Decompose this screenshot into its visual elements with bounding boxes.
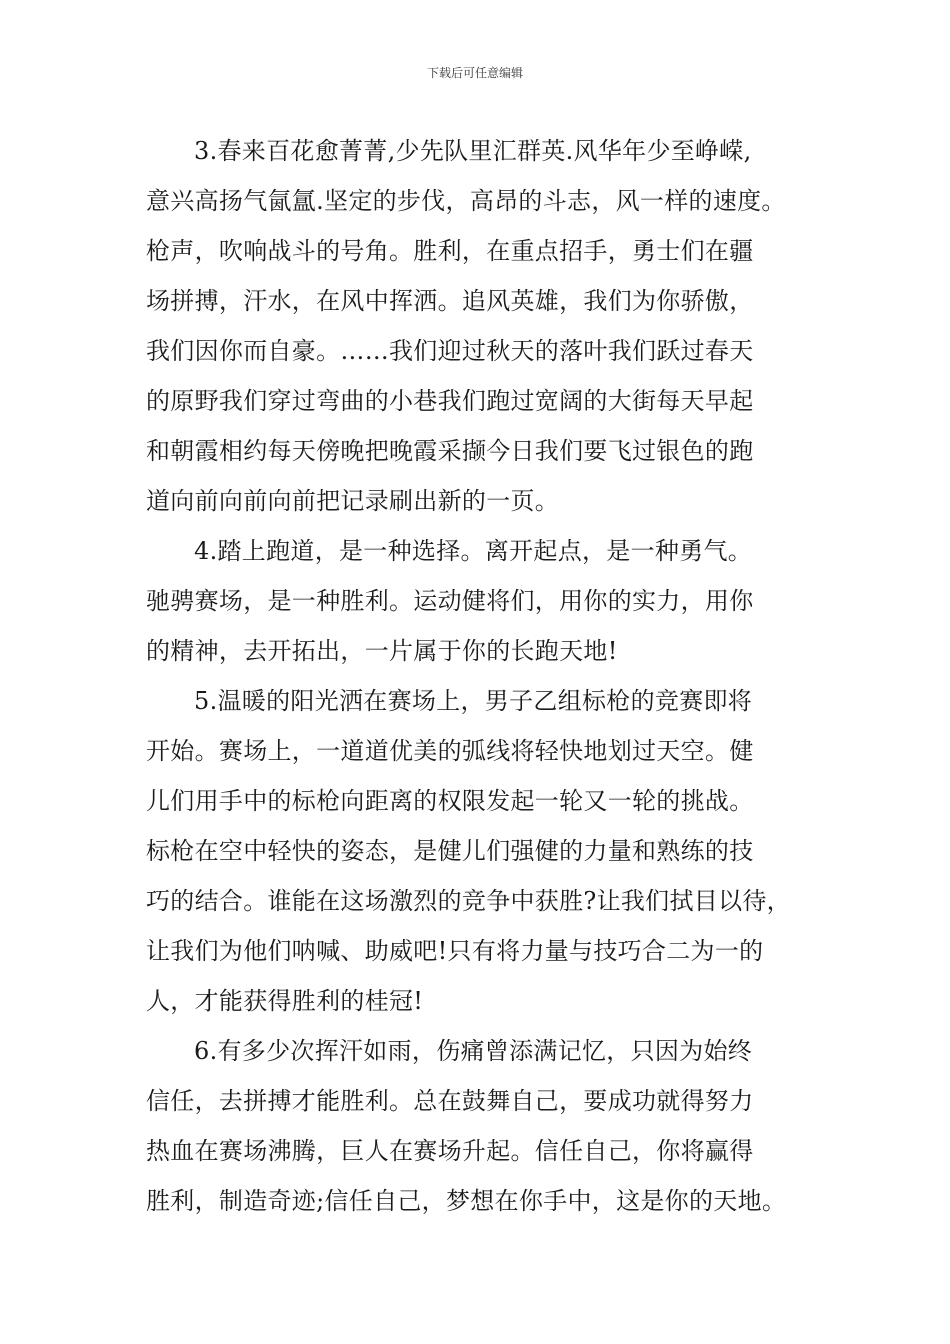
paragraph-line: 的原野我们穿过弯曲的小巷我们跑过宽阔的大街每天早起 [146, 387, 754, 415]
paragraph-line: 4.踏上跑道，是一种选择。离开起点，是一种勇气。 [194, 537, 753, 565]
paragraph-line: 让我们为他们呐喊、助威吧!只有将力量与技巧合二为一的 [146, 937, 764, 965]
paragraph-line: 和朝霞相约每天傍晚把晚霞采撷今日我们要飞过银色的跑 [146, 437, 754, 465]
paragraph-line: 热血在赛场沸腾，巨人在赛场升起。信任自己，你将赢得 [146, 1137, 754, 1165]
paragraph-line: 人，才能获得胜利的桂冠! [146, 987, 424, 1015]
page-header: 下载后可任意编辑 [426, 66, 523, 80]
paragraph-4 [146, 526, 836, 676]
paragraph-3 [146, 126, 836, 526]
paragraph-line: 儿们用手中的标枪向距离的权限发起一轮又一轮的挑战。 [146, 787, 754, 815]
paragraph-line: 场拼搏，汗水，在风中挥洒。追风英雄，我们为你骄傲， [146, 287, 754, 315]
paragraph-line: 胜利，制造奇迹;信任自己，梦想在你手中，这是你的天地。 [146, 1187, 787, 1215]
paragraph-line: 我们因你而自豪。……我们迎过秋天的落叶我们跃过春天 [146, 337, 754, 365]
paragraph-line: 意兴高扬气氤氲.坚定的步伐，高昂的斗志，风一样的速度。 [146, 187, 786, 215]
paragraph-5 [146, 676, 836, 1026]
paragraph-line: 道向前向前向前把记录刷出新的一页。 [146, 487, 560, 515]
paragraph-line: 枪声，吹响战斗的号角。胜利，在重点招手，勇士们在疆 [146, 237, 754, 265]
document-body [146, 126, 836, 1226]
paragraph-line: 开始。赛场上，一道道优美的弧线将轻快地划过天空。健 [146, 737, 754, 765]
paragraph-line: 信任，去拼搏才能胜利。总在鼓舞自己，要成功就得努力 [146, 1087, 754, 1115]
paragraph-line: 驰骋赛场，是一种胜利。运动健将们，用你的实力，用你 [146, 587, 754, 615]
paragraph-6 [146, 1026, 836, 1226]
paragraph-line: 的精神，去开拓出，一片属于你的长跑天地! [146, 637, 618, 665]
paragraph-line: 5.温暖的阳光洒在赛场上，男子乙组标枪的竞赛即将 [194, 687, 753, 715]
paragraph-line: 巧的结合。谁能在这场激烈的竞争中获胜?让我们拭目以待， [146, 887, 791, 915]
paragraph-line: 标枪在空中轻快的姿态，是健儿们强健的力量和熟练的技 [146, 837, 754, 865]
paragraph-line: 6.有多少次挥汗如雨，伤痛曾添满记忆，只因为始终 [194, 1037, 753, 1065]
paragraph-line: 3.春来百花愈菁菁,少先队里汇群英.风华年少至峥嵘, [194, 137, 752, 165]
